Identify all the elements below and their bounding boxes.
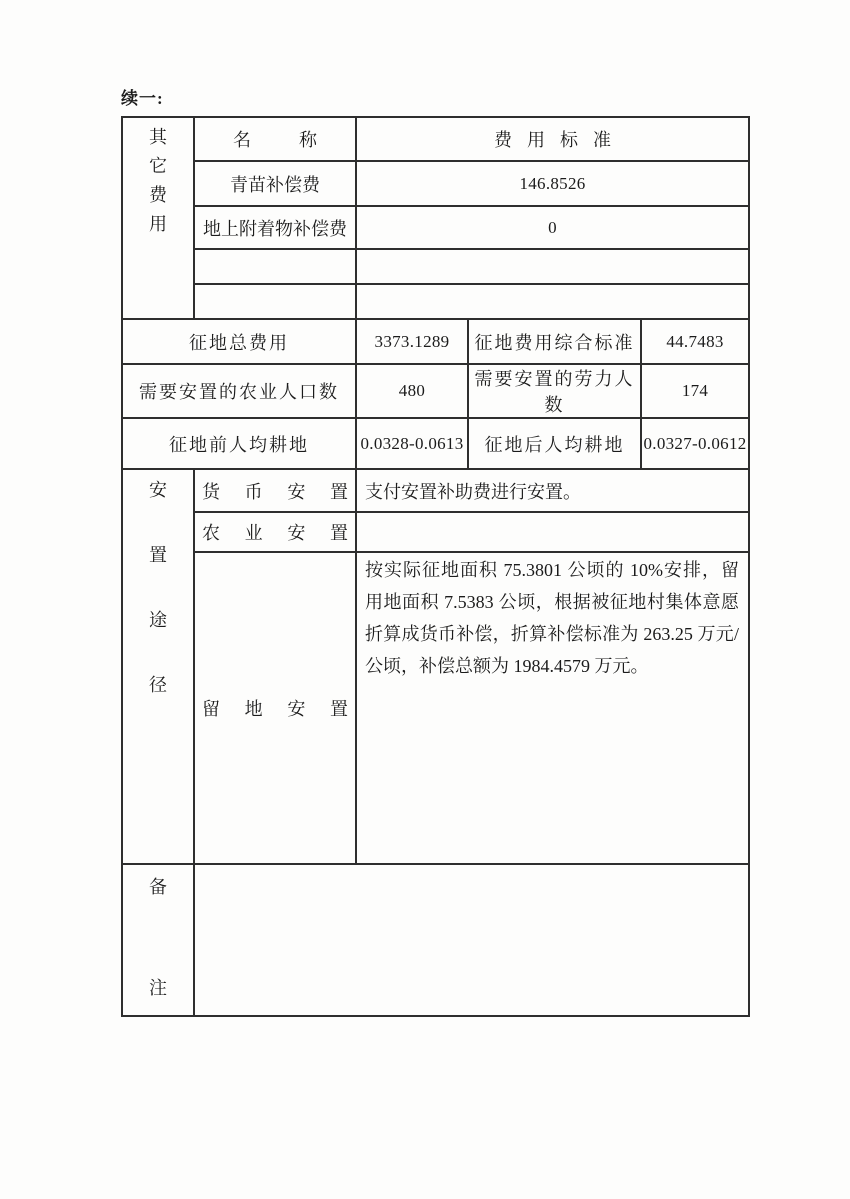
summary-label-cell: 需要安置的劳力人数 <box>468 364 641 418</box>
summary-value-cell: 0.0328-0.0613 <box>356 418 468 469</box>
table-row <box>122 469 749 512</box>
fee-standard-cell: 0 <box>356 206 749 249</box>
resettlement-content-cell: 按实际征地面积 75.3801 公顷的 10%安排，留用地面积 7.5383 公顷，根据被征地村集体意愿折算成货币补偿，折算补偿标准为 263.25 万元/公顷，补偿总额为 1984.4579 万元。 <box>356 552 749 864</box>
table-row <box>122 552 749 864</box>
resettlement-type-cell <box>194 552 356 864</box>
label-char: 地 <box>244 699 263 719</box>
fee-name-cell: 青苗补偿费 <box>194 161 356 206</box>
label-char: 它 <box>149 156 167 176</box>
label-char: 用 <box>149 214 167 234</box>
other-fees-section-header <box>122 117 194 319</box>
summary-value-cell: 3373.1289 <box>356 319 468 364</box>
summary-label-cell: 征地费用综合标准 <box>468 319 641 364</box>
remarks-section-header <box>122 864 194 1016</box>
table-row <box>122 161 749 206</box>
label-char: 安 <box>287 481 306 502</box>
resettlement-section-label <box>123 470 193 695</box>
label-char: 置 <box>329 523 348 543</box>
label-char: 置 <box>329 699 348 719</box>
summary-label-cell: 需要安置的农业人口数 <box>122 364 356 418</box>
table-row <box>122 249 749 284</box>
label-char: 留 <box>202 699 220 719</box>
summary-label-cell: 征地后人均耕地 <box>468 418 641 469</box>
summary-label-cell: 征地总费用 <box>122 319 356 364</box>
name-column-header <box>194 117 356 161</box>
table-row <box>122 319 749 364</box>
table-row <box>122 117 749 161</box>
label-char: 置 <box>149 545 167 565</box>
summary-value-cell: 0.0327-0.0612 <box>641 418 749 469</box>
remarks-section-label <box>123 865 193 998</box>
label-char: 置 <box>329 481 348 502</box>
other-fees-section-label <box>123 118 193 234</box>
resettlement-type-label <box>195 519 355 545</box>
table-row <box>122 418 749 469</box>
label-char: 货 <box>202 481 220 502</box>
fee-name-cell: 地上附着物补偿费 <box>194 206 356 249</box>
summary-value-cell: 480 <box>356 364 468 418</box>
continuation-label: 续一: <box>121 89 164 108</box>
label-char: 备 <box>149 877 167 897</box>
label-char: 注 <box>149 978 167 998</box>
label-char: 称 <box>299 130 317 150</box>
fee-name-cell <box>194 249 356 284</box>
resettlement-type-cell <box>194 512 356 552</box>
fee-standard-column-header: 费用标准 <box>356 117 749 161</box>
label-char: 安 <box>149 480 167 500</box>
resettlement-content-cell: 支付安置补助费进行安置。 <box>356 469 749 512</box>
resettlement-type-cell <box>194 469 356 512</box>
land-compensation-table <box>121 116 750 1017</box>
summary-value-cell: 44.7483 <box>641 319 749 364</box>
table-row <box>122 206 749 249</box>
fee-standard-cell <box>356 249 749 284</box>
summary-label-cell: 征地前人均耕地 <box>122 418 356 469</box>
resettlement-type-label <box>195 478 355 504</box>
label-char: 安 <box>287 699 306 719</box>
table-row <box>122 512 749 552</box>
label-char: 农 <box>202 523 220 543</box>
label-char: 名 <box>233 130 251 150</box>
label-char: 安 <box>287 523 306 543</box>
name-column-header-label <box>195 126 355 152</box>
remarks-content-cell <box>194 864 749 1016</box>
resettlement-content-cell <box>356 512 749 552</box>
resettlement-type-label <box>195 695 355 721</box>
summary-value-cell: 174 <box>641 364 749 418</box>
fee-name-cell <box>194 284 356 319</box>
label-char: 径 <box>149 675 167 695</box>
fee-standard-cell: 146.8526 <box>356 161 749 206</box>
label-char: 途 <box>149 610 167 630</box>
table-row <box>122 364 749 418</box>
table-row <box>122 284 749 319</box>
label-char: 费 <box>149 185 167 205</box>
label-char: 业 <box>244 523 263 543</box>
label-char: 币 <box>244 481 263 502</box>
fee-standard-cell <box>356 284 749 319</box>
resettlement-section-header <box>122 469 194 864</box>
table-row <box>122 864 749 1016</box>
label-char: 其 <box>149 127 167 147</box>
